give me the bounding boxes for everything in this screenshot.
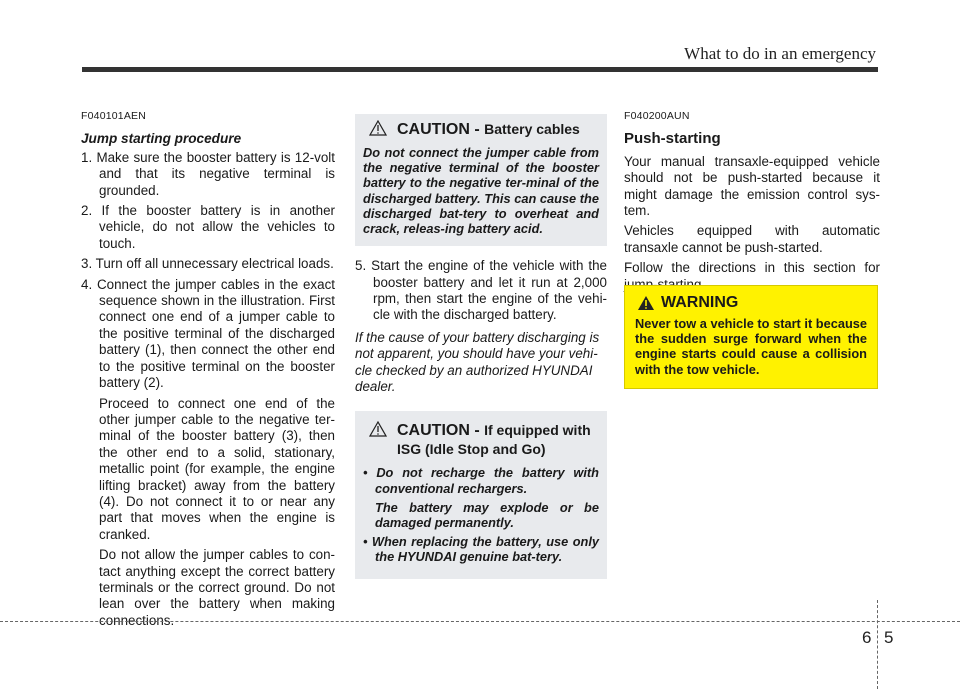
caution-bullet: • When replacing the battery, use only the HYUNDAI genuine bat-tery. [363,534,599,565]
caution-box-battery-cables [355,114,607,246]
caution-bullet-continuation: The battery may explode or be damaged permanently. [375,499,599,531]
warning-box [624,285,878,389]
page-divider [877,600,878,689]
caution-box-isg [355,411,607,578]
page-number: 5 [884,628,894,647]
section-heading: Push-starting [624,130,721,148]
warning-triangle-icon [637,295,655,311]
caution-label: CAUTION - [397,422,480,440]
caution-bullets [363,465,599,564]
paragraph-manual-transaxle: Your manual transaxle-equipped vehicle should not be push-started because it might damage the emission control sys-tem. [624,153,880,219]
dealer-note: If the cause of your battery discharging is not apparent, you should have your vehi-cle checked by an authorized HYUNDAI dealer. [355,329,600,395]
column-right [624,108,880,297]
column-middle [355,114,607,591]
caution-triangle-icon [369,120,387,136]
step-3: 3. Turn off all unnecessary electrical loads. [81,256,334,272]
paragraph-automatic-transaxle: Vehicles equipped with automatic transaxle cannot be push-started. [624,223,880,255]
caution-triangle-icon [369,421,387,437]
warning-title [637,294,867,312]
section-code: F040200AUN [624,110,690,122]
paragraph-follow-directions: Follow the directions in this section for [624,260,880,276]
caution-title [363,120,599,139]
caution-subject: Battery cables [484,121,580,137]
caution-bullet: • Do not recharge the battery with conventional rechargers. [363,465,599,496]
header-rule [82,67,878,72]
step-1: 1. Make sure the booster battery is 12-volt and that its negative terminal is grounded. [81,149,335,198]
paragraph-negative-cable: Proceed to connect one end of the other jumper cable to the negative ter-minal of the booster battery (3), then the other end to a solid, stationary, metallic point (for example, the engine lifting bracket) away from the battery (4). Do not connect it to or near any part that moves when the engine is cranked. [99,395,335,542]
caution-text: Do not connect the jumper cable from the negative terminal of the booster battery to the negative ter-minal of the discharged battery. This can cause the discharged bat-tery to overheat and crack, releas-ing battery acid. [363,145,599,237]
section-code: F040101AEN [81,110,147,122]
warning-label: WARNING [661,294,739,311]
caution-subject: If equipped with ISG (Idle Stop and Go) [397,422,591,458]
section-subheading: Jump starting procedure [81,131,242,147]
step-2: 2. If the booster battery is in another vehicle, do not allow the vehicles to touch. [81,203,335,251]
column-left [81,108,335,633]
caution-label: CAUTION - [397,121,480,138]
paragraph-cable-contact: Do not allow the jumper cables to con-tact anything except the correct battery terminals or the correct ground. Do not lean over the battery when making connections. [99,547,335,628]
footer-rule [0,621,960,622]
step-5: 5. Start the engine of the vehicle with the booster battery and let it run at 2,000 rpm, then start the engine of the vehi-cle with the discharged battery. [355,258,607,323]
caution-title [363,421,599,459]
step-4: 4. Connect the jumper cables in the exact sequence shown in the illustration. First connect one end of a jumper cable to the positive terminal of the discharged battery (1), then connect the other end to the positive terminal on the booster battery (2). [81,276,335,391]
page-header-title: What to do in an emergency [684,44,876,63]
chapter-number: 6 [862,628,872,647]
warning-text: Never tow a vehicle to start it because the sudden surge forward when the engine starts could cause a collision with the tow vehicle. [635,316,867,377]
